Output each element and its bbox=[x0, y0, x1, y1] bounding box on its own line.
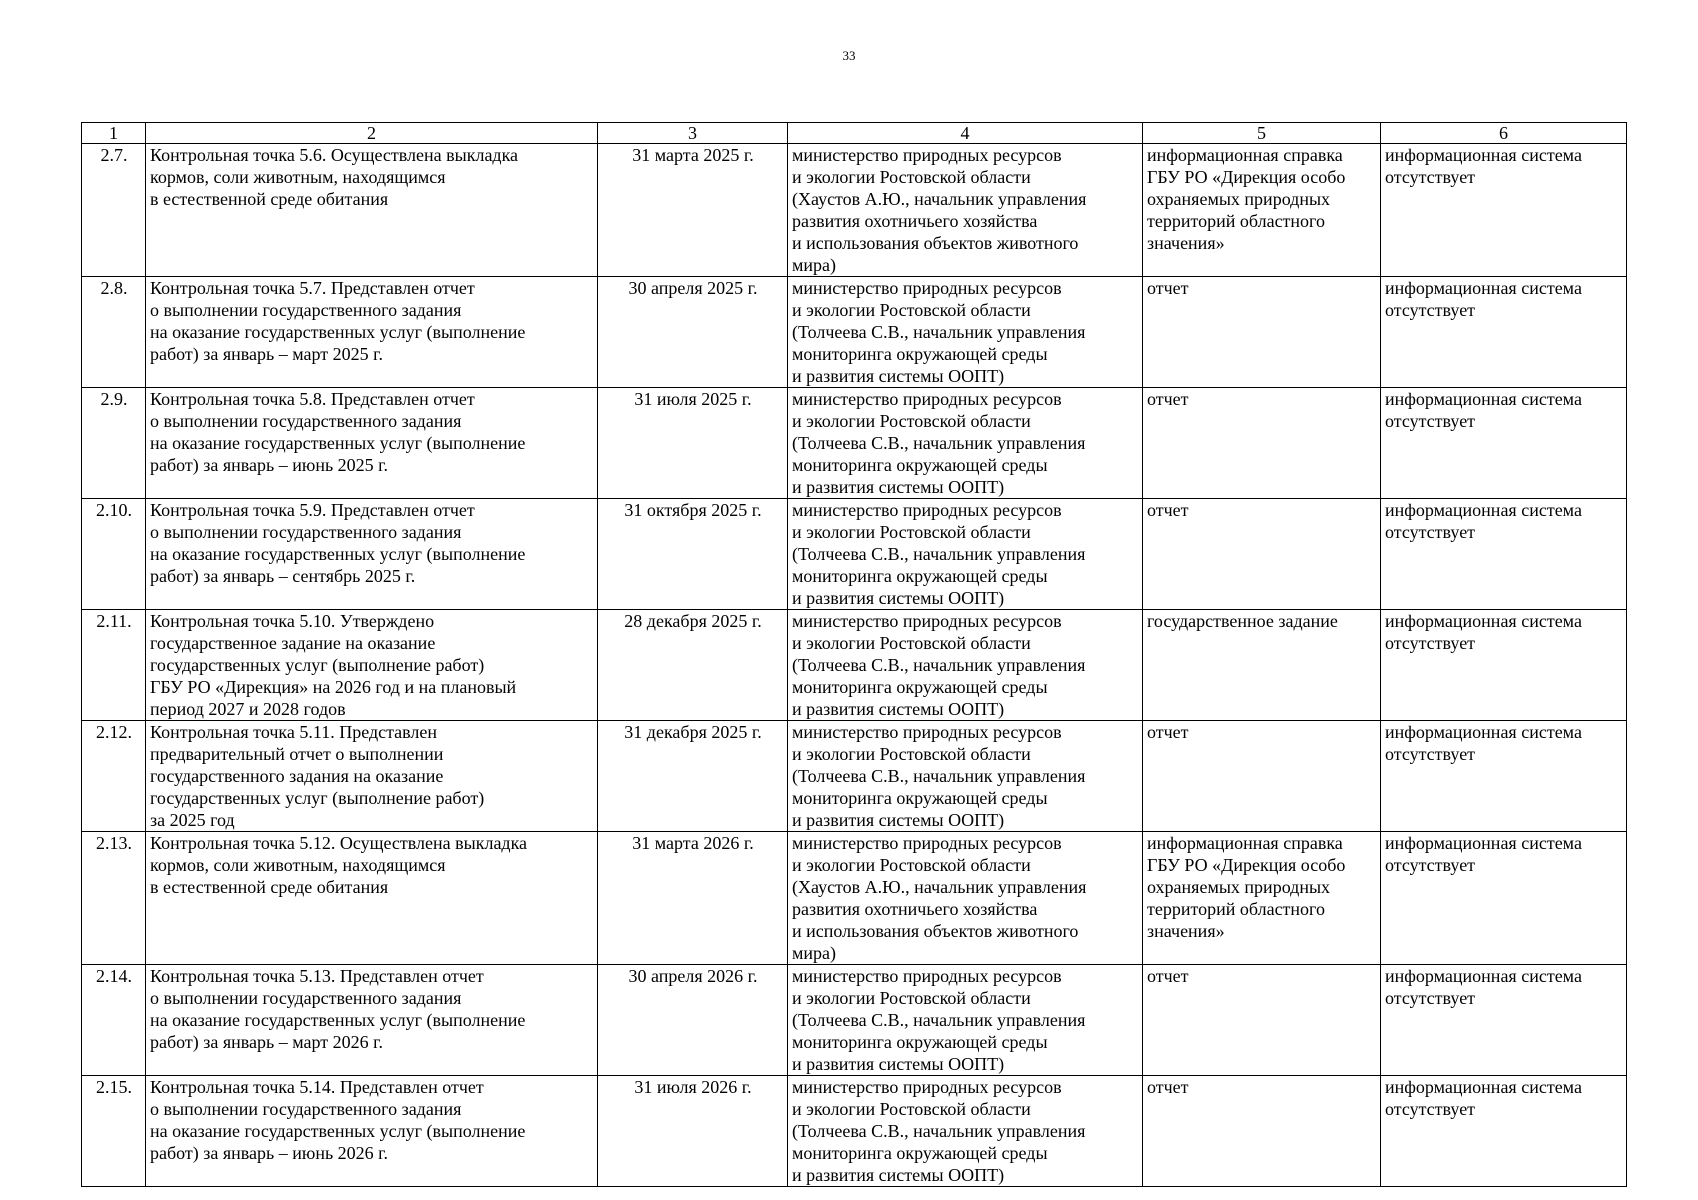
table-row bbox=[82, 1076, 1627, 1187]
column-header: 4 bbox=[788, 123, 1143, 144]
row-system: информационная система отсутствует bbox=[1381, 965, 1627, 1076]
table-row bbox=[82, 610, 1627, 721]
row-date: 30 апреля 2025 г. bbox=[598, 277, 788, 388]
row-document: отчет bbox=[1143, 499, 1381, 610]
row-system: информационная система отсутствует bbox=[1381, 721, 1627, 832]
row-number: 2.10. bbox=[82, 499, 146, 610]
row-system: информационная система отсутствует bbox=[1381, 832, 1627, 965]
row-responsible: министерство природных ресурсов и экологии Ростовской области (Толчеева С.В., начальник управления мониторинга окружающей среды и развития системы ООПТ) bbox=[788, 499, 1143, 610]
table-row bbox=[82, 965, 1627, 1076]
row-responsible: министерство природных ресурсов и экологии Ростовской области (Хаустов А.Ю., начальник управления развития охотничьего хозяйства и использования объектов животного мира) bbox=[788, 832, 1143, 965]
row-date: 31 марта 2025 г. bbox=[598, 144, 788, 277]
row-document: отчет bbox=[1143, 721, 1381, 832]
table-row bbox=[82, 144, 1627, 277]
row-description: Контрольная точка 5.10. Утверждено государственное задание на оказание государственных услуг (выполнение работ) ГБУ РО «Дирекция» на 2026 год и на плановый период 2027 и 2028 годов bbox=[146, 610, 598, 721]
row-responsible: министерство природных ресурсов и экологии Ростовской области (Толчеева С.В., начальник управления мониторинга окружающей среды и развития системы ООПТ) bbox=[788, 388, 1143, 499]
row-description: Контрольная точка 5.9. Представлен отчет о выполнении государственного задания на оказание государственных услуг (выполнение работ) за январь – сентябрь 2025 г. bbox=[146, 499, 598, 610]
column-header: 2 bbox=[146, 123, 598, 144]
row-responsible: министерство природных ресурсов и экологии Ростовской области (Хаустов А.Ю., начальник управления развития охотничьего хозяйства и использования объектов животного мира) bbox=[788, 144, 1143, 277]
column-header: 6 bbox=[1381, 123, 1627, 144]
table-row bbox=[82, 499, 1627, 610]
table-row bbox=[82, 277, 1627, 388]
row-number: 2.9. bbox=[82, 388, 146, 499]
row-responsible: министерство природных ресурсов и экологии Ростовской области (Толчеева С.В., начальник управления мониторинга окружающей среды и развития системы ООПТ) bbox=[788, 610, 1143, 721]
row-responsible: министерство природных ресурсов и экологии Ростовской области (Толчеева С.В., начальник управления мониторинга окружающей среды и развития системы ООПТ) bbox=[788, 1076, 1143, 1187]
table-row bbox=[82, 388, 1627, 499]
row-description: Контрольная точка 5.14. Представлен отчет о выполнении государственного задания на оказание государственных услуг (выполнение работ) за январь – июнь 2026 г. bbox=[146, 1076, 598, 1187]
row-number: 2.15. bbox=[82, 1076, 146, 1187]
row-system: информационная система отсутствует bbox=[1381, 1076, 1627, 1187]
row-description: Контрольная точка 5.6. Осуществлена выкладка кормов, соли животным, находящимся в естественной среде обитания bbox=[146, 144, 598, 277]
row-system: информационная система отсутствует bbox=[1381, 610, 1627, 721]
row-responsible: министерство природных ресурсов и экологии Ростовской области (Толчеева С.В., начальник управления мониторинга окружающей среды и развития системы ООПТ) bbox=[788, 721, 1143, 832]
row-system: информационная система отсутствует bbox=[1381, 388, 1627, 499]
row-description: Контрольная точка 5.8. Представлен отчет о выполнении государственного задания на оказание государственных услуг (выполнение работ) за январь – июнь 2025 г. bbox=[146, 388, 598, 499]
row-number: 2.13. bbox=[82, 832, 146, 965]
column-header: 3 bbox=[598, 123, 788, 144]
row-date: 31 октября 2025 г. bbox=[598, 499, 788, 610]
row-description: Контрольная точка 5.11. Представлен предварительный отчет о выполнении государственного задания на оказание государственных услуг (выполнение работ) за 2025 год bbox=[146, 721, 598, 832]
row-responsible: министерство природных ресурсов и экологии Ростовской области (Толчеева С.В., начальник управления мониторинга окружающей среды и развития системы ООПТ) bbox=[788, 277, 1143, 388]
column-header: 1 bbox=[82, 123, 146, 144]
row-document: государственное задание bbox=[1143, 610, 1381, 721]
row-date: 31 марта 2026 г. bbox=[598, 832, 788, 965]
row-number: 2.8. bbox=[82, 277, 146, 388]
row-date: 28 декабря 2025 г. bbox=[598, 610, 788, 721]
table-header-row bbox=[82, 123, 1627, 144]
row-document: информационная справка ГБУ РО «Дирекция особо охраняемых природных территорий областного значения» bbox=[1143, 832, 1381, 965]
row-number: 2.12. bbox=[82, 721, 146, 832]
row-description: Контрольная точка 5.7. Представлен отчет о выполнении государственного задания на оказание государственных услуг (выполнение работ) за январь – март 2025 г. bbox=[146, 277, 598, 388]
control-points-table bbox=[81, 122, 1627, 1187]
row-system: информационная система отсутствует bbox=[1381, 277, 1627, 388]
row-responsible: министерство природных ресурсов и экологии Ростовской области (Толчеева С.В., начальник управления мониторинга окружающей среды и развития системы ООПТ) bbox=[788, 965, 1143, 1076]
row-number: 2.14. bbox=[82, 965, 146, 1076]
row-document: отчет bbox=[1143, 277, 1381, 388]
row-date: 31 июля 2026 г. bbox=[598, 1076, 788, 1187]
row-description: Контрольная точка 5.13. Представлен отчет о выполнении государственного задания на оказание государственных услуг (выполнение работ) за январь – март 2026 г. bbox=[146, 965, 598, 1076]
row-system: информационная система отсутствует bbox=[1381, 499, 1627, 610]
row-date: 31 июля 2025 г. bbox=[598, 388, 788, 499]
row-number: 2.7. bbox=[82, 144, 146, 277]
row-document: отчет bbox=[1143, 965, 1381, 1076]
column-header: 5 bbox=[1143, 123, 1381, 144]
row-document: информационная справка ГБУ РО «Дирекция особо охраняемых природных территорий областного значения» bbox=[1143, 144, 1381, 277]
page-number: 33 bbox=[842, 48, 856, 63]
table-row bbox=[82, 721, 1627, 832]
row-document: отчет bbox=[1143, 388, 1381, 499]
row-system: информационная система отсутствует bbox=[1381, 144, 1627, 277]
table-row bbox=[82, 832, 1627, 965]
row-document: отчет bbox=[1143, 1076, 1381, 1187]
row-date: 31 декабря 2025 г. bbox=[598, 721, 788, 832]
row-description: Контрольная точка 5.12. Осуществлена выкладка кормов, соли животным, находящимся в естественной среде обитания bbox=[146, 832, 598, 965]
row-number: 2.11. bbox=[82, 610, 146, 721]
row-date: 30 апреля 2026 г. bbox=[598, 965, 788, 1076]
